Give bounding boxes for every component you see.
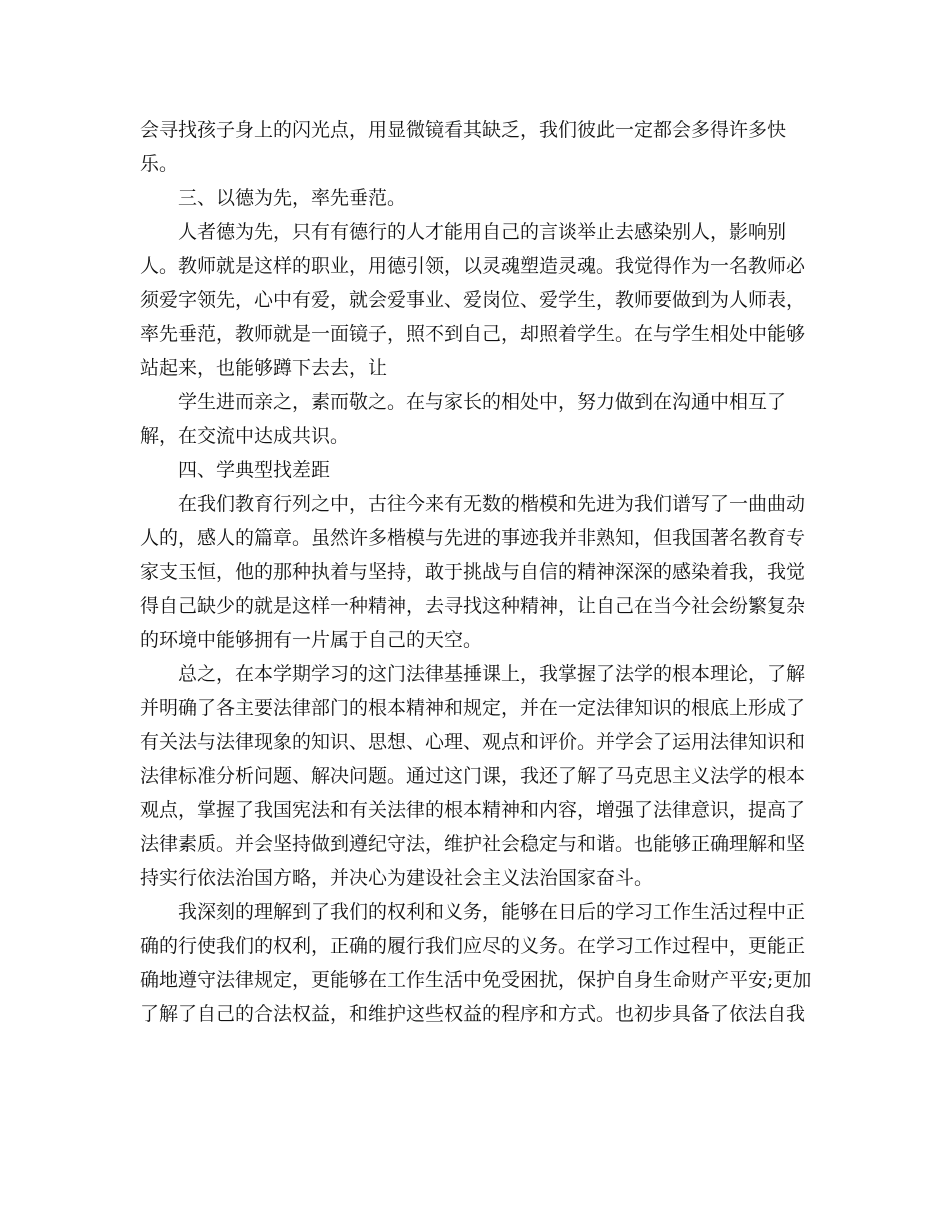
- paragraph-7: 总之，在本学期学习的这门法律基捶课上，我掌握了法学的根本理论，了解并明确了各主要法律部门的根本精神和规定，并在一定法律知识的根底上形成了有关法与法律现象的知识、思想、心理、观点和评价。并学会了运用法律知识和法律标准分析问题、解决问题。通过这门课，我还了解了马克思主义法学的根本观点，掌握了我国宪法和有关法律的根本精神和内容，增强了法律意识，提高了法律素质。并会坚持做到遵纪守法，维护社会稳定与和谐。也能够正确理解和坚持实行依法治国方略，并决心为建设社会主义法治国家奋斗。: [140, 663, 806, 889]
- paragraph-4: 学生进而亲之，素而敬之。在与家长的相处中，努力做到在沟通中相互了解，在交流中达成共识。: [140, 391, 787, 447]
- paragraph-8: 我深刻的理解到了我们的权利和义务，能够在日后的学习工作生活过程中正确的行使我们的权利，正确的履行我们应尽的义务。在学习工作过程中，更能正确地遵守法律规定，更能够在工作生活中免受困扰，保护自身生命财产平安;更加了解了自己的合法权益，和维护这些权益的程序和方式。也初步具备了依法自我: [140, 901, 812, 1025]
- document-body: [140, 113, 820, 1031]
- paragraph-3: 人者德为先，只有有德行的人才能用自己的言谈举止去感染别人，影响别人。教师就是这样的职业，用德引领，以灵魂塑造灵魂。我觉得作为一名教师必须爱字领先，心中有爱，就会爱事业、爱岗位、爱学生，教师要做到为人师表，率先垂范，教师就是一面镜子，照不到自己，却照着学生。在与学生相处中能够站起来，也能够蹲下去去，让: [140, 221, 806, 379]
- heading-three: 三、以德为先，率先垂范。: [178, 187, 407, 209]
- paragraph-1: 会寻找孩子身上的闪光点，用显微镜看其缺乏，我们彼此一定都会多得许多快乐。: [140, 119, 787, 175]
- paragraph-6: 在我们教育行列之中，古往今来有无数的楷模和先进为我们谱写了一曲曲动人的，感人的篇章。虽然许多楷模与先进的事迹我并非熟知，但我国著名教育专家支玉恒，他的那种执着与坚持，敢于挑战与自信的精神深深的感染着我，我觉得自己缺少的就是这样一种精神，去寻找这种精神，让自己在当今社会纷繁复杂的环境中能够拥有一片属于自己的天空。: [140, 493, 806, 651]
- heading-four: 四、学典型找差距: [178, 459, 331, 481]
